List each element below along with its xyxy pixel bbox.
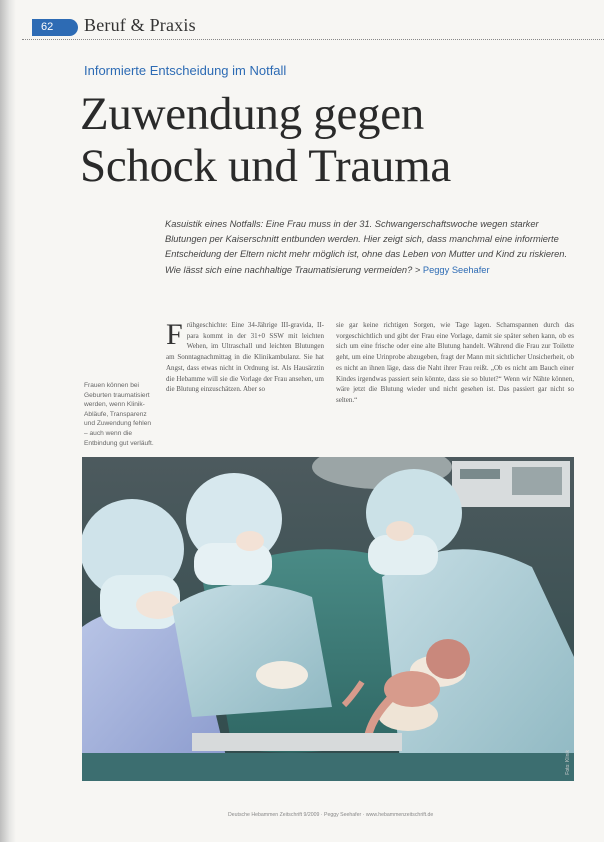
article-kicker: Informierte Entscheidung im Notfall bbox=[84, 63, 287, 78]
page-number: 62 bbox=[32, 19, 78, 36]
photo-credit: Foto: Klinik bbox=[565, 750, 571, 775]
section-title: Beruf & Praxis bbox=[84, 15, 196, 35]
side-caption: Frauen können bei Geburten traumatisiert werden, wenn Klinik-Abläufe, Transparenz und Zuwendung fehlen – auch wenn die Entbindung gut verläuft. bbox=[84, 382, 154, 447]
binding-shadow bbox=[0, 0, 16, 842]
lead-text: Kasuistik eines Notfalls: Eine Frau muss in der 31. Schwangerschaftswoche wegen starker Blutungen per Kaiserschnitt entbunden werden. Hier zeigt sich, dass manchmal eine informierte Entscheidung der Eltern nicht mehr möglich ist, ohne das Leben von Mutter und Kind zu riskieren. Wie lässt sich eine nachhaltige Traumatisierung vermeiden? > bbox=[165, 219, 568, 275]
drop-cap: F bbox=[166, 318, 183, 351]
page-footer: Deutsche Hebammen Zeitschrift 9/2009 · Peggy Seehafer · www.hebammenzeitschrift.de bbox=[228, 812, 434, 818]
article-photo bbox=[82, 457, 574, 781]
headline-line-1: Zuwendung gegen bbox=[80, 88, 424, 140]
operating-room-illustration bbox=[82, 457, 574, 781]
article-headline bbox=[80, 88, 451, 192]
column-1-text: rühgeschichte: Eine 34-Jährige III-gravida, II-para kommt in der 31+0 SSW mit leichten Wehen, im Ultraschall und leichten Blutungen am Sonntagnachmittag in die Klinikambulanz. Sie hat Angst, dass etwas nicht in Ordnung ist. Als Hausärztin die Hebamme will sie die Vorlage der Frau ansehen, um die Blutung einzuschätzen. Aber so bbox=[166, 321, 324, 394]
body-column-1 bbox=[166, 320, 324, 395]
header-divider bbox=[22, 39, 604, 40]
headline-line-2: Schock und Trauma bbox=[80, 140, 451, 192]
page-header bbox=[22, 15, 604, 41]
author-name: Peggy Seehafer bbox=[422, 264, 490, 275]
body-column-2: sie gar keine richtigen Sorgen, wie Tage lagen. Schamspannen durch das vorgeschichtlich und gibt der Frau eine Vorlage, damit sie später sehen kann, ob es sich um eine frische oder eine alte Blutung handelt. Während die Frau zur Toilette geht, um eine Urinprobe abzugeben, fragt der Mann mit sichtlicher Unsicherheit, ob es nicht an ihnen läge, dass die Naht ihrer Frau reißt. „Ob es nicht am Bauch einer Kindes irgendwas passiert sein könnte, dass sie so blutet?“ Wenn wir Nähte können, wäre jetzt die Blutung wieder und nicht gesehen ist. Das passiert gar nicht so selten.“ bbox=[336, 321, 574, 404]
article-lead bbox=[165, 217, 581, 278]
